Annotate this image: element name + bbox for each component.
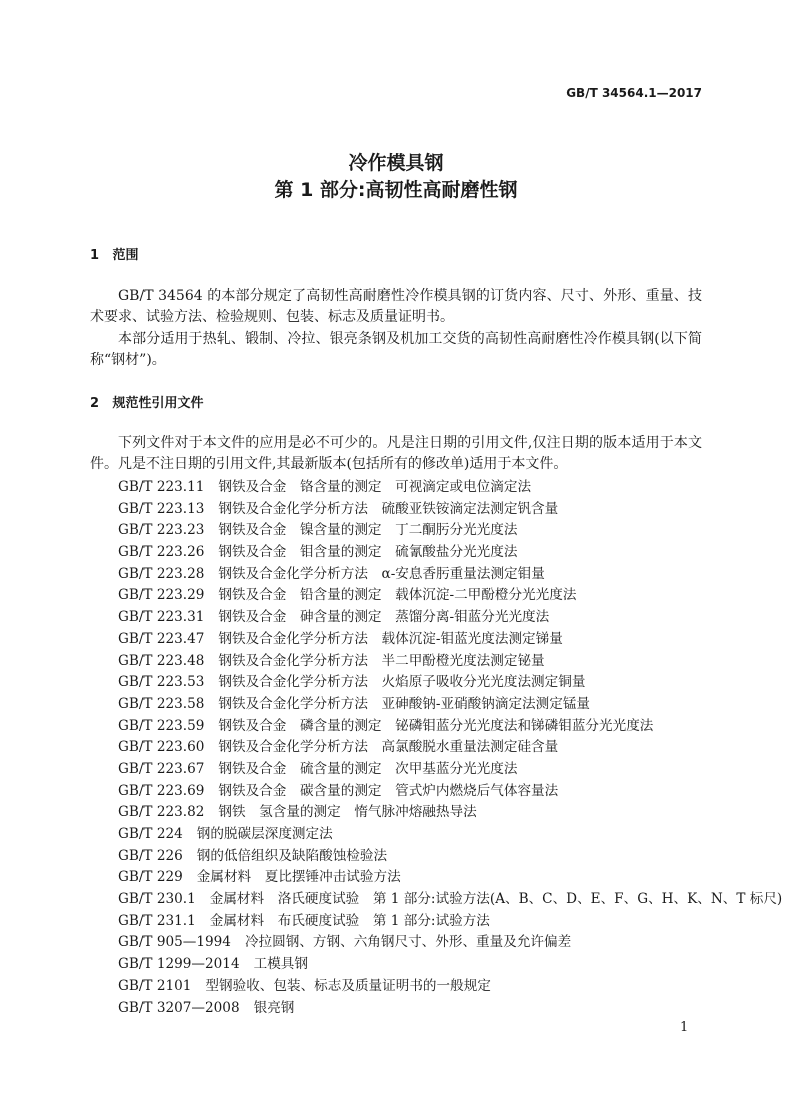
- reference-title: 钢的低倍组织及缺陷酸蚀检验法: [196, 847, 388, 864]
- section-title: 规范性引用文件: [112, 396, 204, 411]
- reference-title: 工模具钢: [253, 956, 308, 973]
- reference-code: GB/T 2101: [118, 977, 192, 994]
- reference-code: GB/T 223.60: [118, 739, 205, 756]
- reference-item: [118, 759, 782, 781]
- reference-title: 钢铁及合金 铅含量的测定 载体沉淀-二甲酚橙分光光度法: [218, 587, 577, 604]
- standard-code-header: GB/T 34564.1—2017: [566, 86, 702, 100]
- reference-title: 钢铁及合金化学分析方法 α-安息香肟重量法测定钼量: [218, 565, 545, 582]
- reference-code: GB/T 223.53: [118, 674, 205, 691]
- reference-title: 钢铁及合金 砷含量的测定 蒸馏分离-钼蓝分光光度法: [218, 609, 550, 626]
- paragraph: GB/T 34564 的本部分规定了高韧性高耐磨性冷作模具钢的订货内容、尺寸、外形、重量、技术要求、试验方法、检验规则、包装、标志及质量证明书。: [90, 288, 702, 326]
- reference-code: GB/T 223.82: [118, 804, 205, 821]
- reference-item: [118, 737, 782, 759]
- reference-item: [118, 477, 782, 499]
- reference-title: 钢铁及合金化学分析方法 火焰原子吸收分光光度法测定铜量: [218, 674, 586, 691]
- reference-title: 钢铁及合金 碳含量的测定 管式炉内燃烧后气体容量法: [218, 782, 559, 799]
- reference-title: 钢铁及合金化学分析方法 半二甲酚橙光度法测定铋量: [218, 652, 545, 669]
- reference-title: 钢的脱碳层深度测定法: [196, 826, 333, 842]
- section-heading-normative-references: [90, 395, 204, 413]
- reference-item: [118, 824, 782, 846]
- reference-title: 冷拉圆钢、方钢、六角钢尺寸、外形、重量及允许偏差: [244, 934, 572, 951]
- reference-code: GB/T 231.1: [118, 912, 196, 929]
- reference-title: 钢铁及合金 硫含量的测定 次甲基蓝分光光度法: [218, 760, 518, 777]
- reference-title: 钢铁及合金化学分析方法 亚砷酸钠-亚硝酸钠滴定法测定锰量: [218, 695, 591, 712]
- reference-item: [118, 629, 782, 651]
- reference-code: GB/T 223.69: [118, 782, 205, 799]
- reference-title: 金属材料 洛氏硬度试验 第 1 部分:试验方法(A、B、C、D、E、F、G、H、K、N、T 标尺): [209, 891, 783, 908]
- reference-item: [118, 867, 782, 889]
- reference-list: [118, 477, 782, 1019]
- normative-references-intro: [90, 433, 702, 476]
- reference-code: GB/T 230.1: [118, 891, 196, 908]
- reference-title: 金属材料 布氏硬度试验 第 1 部分:试验方法: [209, 912, 490, 929]
- reference-item: [118, 846, 782, 868]
- reference-code: GB/T 223.59: [118, 717, 205, 734]
- reference-item: [118, 542, 782, 564]
- document-title: [0, 150, 792, 204]
- page-number: 1: [680, 1020, 689, 1035]
- reference-title: 钢铁及合金 铬含量的测定 可视滴定或电位滴定法: [218, 479, 532, 495]
- reference-code: GB/T 223.67: [118, 760, 205, 777]
- reference-code: GB/T 905—1994: [118, 934, 231, 951]
- reference-code: GB/T 229: [118, 869, 183, 886]
- reference-item: [118, 694, 782, 716]
- reference-item: [118, 976, 782, 998]
- reference-title: 金属材料 夏比摆锤冲击试验方法: [196, 869, 401, 886]
- reference-item: [118, 672, 782, 694]
- reference-title: 钢铁及合金 磷含量的测定 铋磷钼蓝分光光度法和锑磷钼蓝分光光度法: [218, 717, 654, 734]
- reference-code: GB/T 223.47: [118, 630, 205, 647]
- reference-code: GB/T 223.23: [118, 522, 205, 539]
- reference-code: GB/T 223.26: [118, 544, 205, 561]
- reference-code: GB/T 223.31: [118, 609, 205, 626]
- section-heading-scope: [90, 247, 139, 265]
- reference-code: GB/T 223.28: [118, 565, 205, 582]
- reference-item: [118, 564, 782, 586]
- reference-item: [118, 499, 782, 521]
- section-title: 范围: [112, 248, 139, 263]
- reference-code: GB/T 1299—2014: [118, 956, 240, 973]
- reference-title: 钢铁及合金化学分析方法 高氯酸脱水重量法测定硅含量: [218, 739, 559, 756]
- reference-title: 钢铁及合金 镍含量的测定 丁二酮肟分光光度法: [218, 522, 518, 539]
- reference-item: [118, 520, 782, 542]
- scope-text: [90, 286, 702, 371]
- section-number: 2: [90, 396, 100, 411]
- section-number: 1: [90, 248, 100, 263]
- reference-item: [118, 954, 782, 976]
- reference-item: [118, 932, 782, 954]
- reference-code: GB/T 224: [118, 826, 183, 842]
- reference-item: [118, 651, 782, 673]
- paragraph: 本部分适用于热轧、锻制、冷拉、银亮条钢及机加工交货的高韧性高耐磨性冷作模具钢(以下简称“钢材”)。: [90, 330, 702, 368]
- reference-title: 钢铁 氢含量的测定 惰气脉冲熔融热导法: [218, 804, 477, 821]
- title-line-main: 冷作模具钢: [348, 152, 444, 174]
- reference-code: GB/T 223.11: [118, 479, 205, 495]
- reference-item: [118, 911, 782, 933]
- reference-item: [118, 998, 782, 1020]
- reference-code: GB/T 223.29: [118, 587, 205, 604]
- reference-title: 银亮钢: [253, 999, 295, 1016]
- reference-code: GB/T 223.48: [118, 652, 205, 669]
- reference-item: [118, 781, 782, 803]
- title-line-part: 第 1 部分:高韧性高耐磨性钢: [274, 179, 518, 201]
- reference-item: [118, 585, 782, 607]
- reference-code: GB/T 3207—2008: [118, 999, 240, 1016]
- reference-item: [118, 716, 782, 738]
- reference-item: [118, 889, 782, 911]
- reference-title: 钢铁及合金化学分析方法 硫酸亚铁铵滴定法测定钒含量: [218, 500, 559, 517]
- reference-title: 型钢验收、包装、标志及质量证明书的一般规定: [205, 977, 491, 994]
- reference-title: 钢铁及合金化学分析方法 载体沉淀-钼蓝光度法测定锑量: [218, 630, 563, 647]
- reference-code: GB/T 223.13: [118, 500, 205, 517]
- reference-item: [118, 607, 782, 629]
- reference-title: 钢铁及合金 钼含量的测定 硫氰酸盐分光光度法: [218, 544, 518, 561]
- paragraph: 下列文件对于本文件的应用是必不可少的。凡是注日期的引用文件,仅注日期的版本适用于本文件。凡是不注日期的引用文件,其最新版本(包括所有的修改单)适用于本文件。: [90, 435, 702, 473]
- reference-code: GB/T 223.58: [118, 695, 205, 712]
- reference-item: [118, 802, 782, 824]
- reference-code: GB/T 226: [118, 847, 183, 864]
